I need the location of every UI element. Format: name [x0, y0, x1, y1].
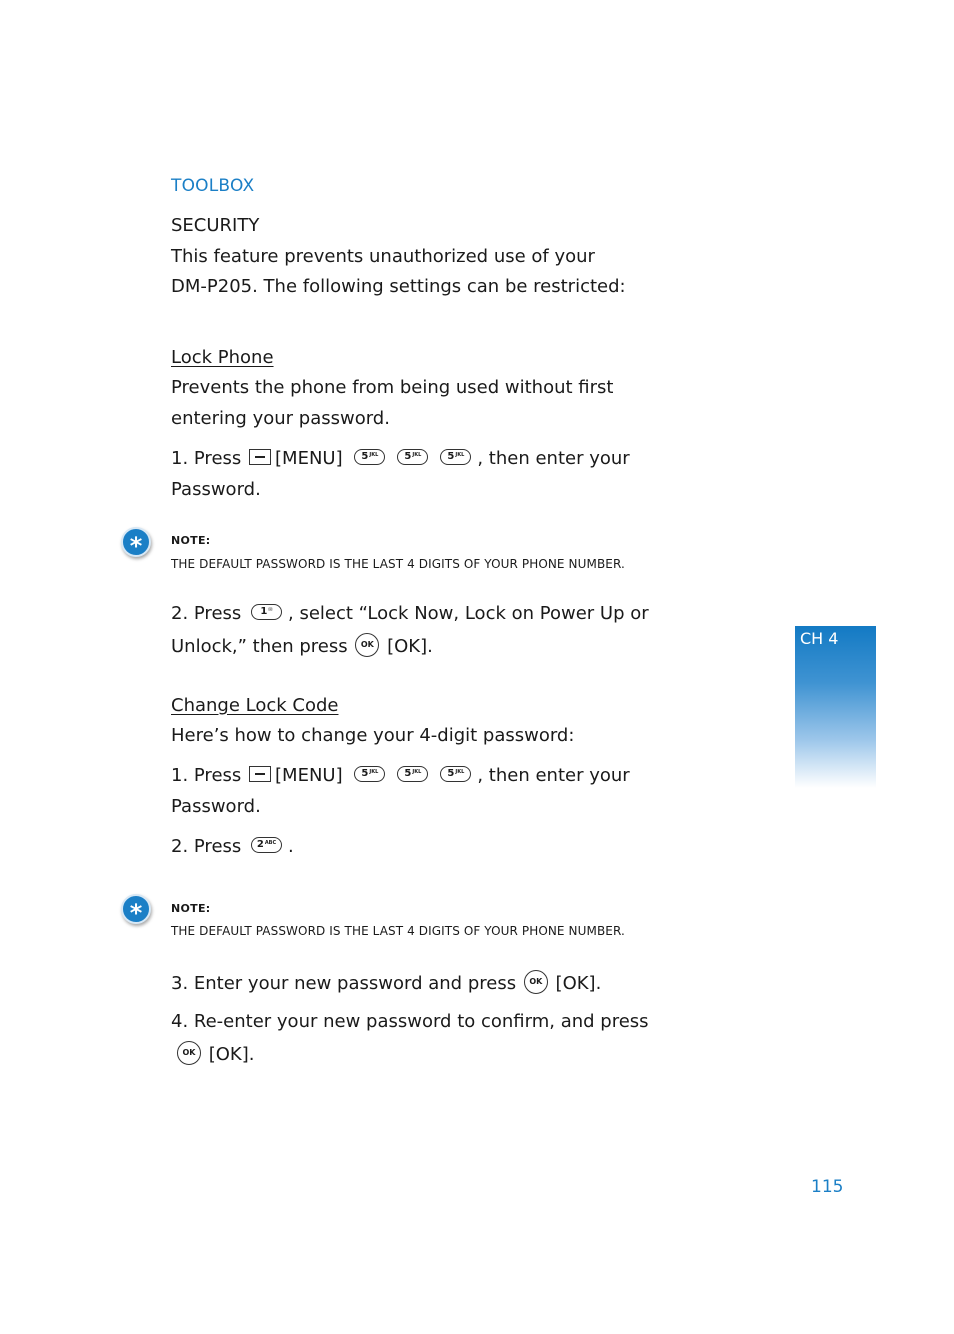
- change-lock-heading: Change Lock Code: [171, 695, 339, 716]
- lock-phone-step-1-line-2: Password.: [171, 479, 261, 500]
- note-1-head: NOTE:: [171, 534, 211, 547]
- step-prefix: 2. Press: [171, 836, 242, 857]
- change-lock-step-2: 2. Press 2 ABC .: [171, 836, 294, 857]
- key-5-icon: 5 JKL: [440, 449, 471, 465]
- note-2-body: THE DEFAULT PASSWORD IS THE LAST 4 DIGITS OF YOUR PHONE NUMBER.: [171, 924, 625, 938]
- change-lock-step-1-line-2: Password.: [171, 796, 261, 817]
- key-5-icon: 5 JKL: [354, 766, 385, 782]
- step-prefix: 1. Press: [171, 448, 242, 469]
- step-suffix: , then enter your: [477, 448, 630, 469]
- key-5-icon: 5 JKL: [397, 449, 428, 465]
- intro-line-2: DM-P205. The following settings can be restricted:: [171, 276, 626, 297]
- key-2-icon: 2 ABC: [251, 837, 282, 853]
- change-lock-step-1: [171, 766, 630, 786]
- lock-phone-step-2-line-2: Unlock,” then press OK [OK].: [171, 635, 433, 659]
- step-suffix: , then enter your: [477, 765, 630, 786]
- page-number: 115: [811, 1177, 844, 1197]
- ok-button-icon: OK: [524, 970, 548, 994]
- step-prefix: 1. Press: [171, 765, 242, 786]
- step-suffix: , select “Lock Now, Lock on Power Up or: [288, 603, 649, 624]
- subsection-title: SECURITY: [171, 215, 260, 236]
- change-lock-step-3: 3. Enter your new password and press OK [OK].: [171, 972, 601, 996]
- key-5-icon: 5 JKL: [440, 766, 471, 782]
- left-soft-key-icon: [249, 449, 271, 465]
- key-5-icon: 5 JKL: [354, 449, 385, 465]
- chapter-tab-label: CH 4: [800, 629, 839, 648]
- left-soft-key-icon: [249, 766, 271, 782]
- chapter-tab: [795, 626, 876, 788]
- ok-button-icon: OK: [177, 1041, 201, 1065]
- menu-label: [MENU]: [275, 765, 343, 786]
- step-prefix: 2. Press: [171, 603, 242, 624]
- note-2-head: NOTE:: [171, 902, 211, 915]
- lock-phone-heading: Lock Phone: [171, 347, 274, 368]
- change-lock-step-4: 4. Re-enter your new password to confirm, and press: [171, 1011, 649, 1032]
- section-title: TOOLBOX: [171, 176, 255, 196]
- lock-phone-desc-2: entering your password.: [171, 408, 390, 429]
- lock-phone-step-2: [171, 604, 649, 624]
- menu-label: [MENU]: [275, 448, 343, 469]
- asterisk-note-icon: *: [121, 527, 151, 557]
- intro-line-1: This feature prevents unauthorized use of your: [171, 246, 595, 267]
- lock-phone-desc-1: Prevents the phone from being used without first: [171, 377, 614, 398]
- key-5-icon: 5 JKL: [397, 766, 428, 782]
- ok-button-icon: OK: [355, 633, 379, 657]
- lock-phone-step-1: [171, 449, 630, 469]
- key-1-voicemail-icon: 1 ✉: [251, 604, 282, 620]
- note-1-body: THE DEFAULT PASSWORD IS THE LAST 4 DIGITS OF YOUR PHONE NUMBER.: [171, 557, 625, 571]
- change-lock-desc: Here’s how to change your 4-digit password:: [171, 725, 575, 746]
- change-lock-step-4-line-2: OK [OK].: [175, 1043, 254, 1067]
- asterisk-note-icon: *: [121, 894, 151, 924]
